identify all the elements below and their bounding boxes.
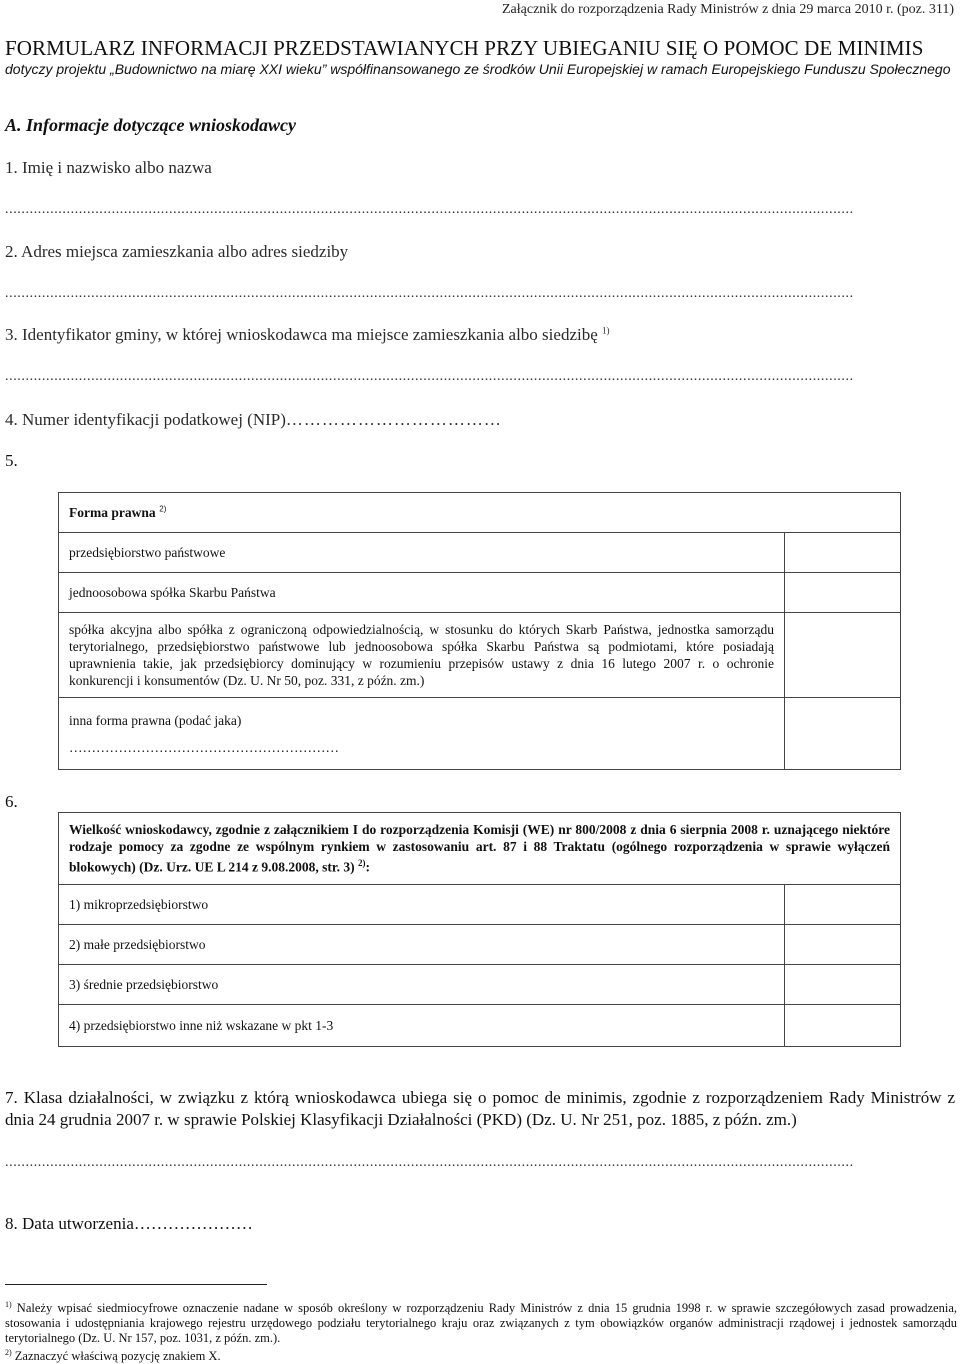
footnote-ref-1: 1) [602,325,610,336]
annex-note: Załącznik do rozporządzenia Rady Ministrów z dnia 29 marca 2010 r. (poz. 311) [502,2,954,17]
legal-form-checkbox-1[interactable] [785,533,901,573]
legal-form-table [58,492,901,770]
footnote-mark: 2) [5,1348,12,1357]
footnote-mark: 1) [5,1300,12,1309]
section-a-title: A. Informacje dotyczące wnioskodawcy [5,115,296,135]
size-table [58,812,901,1047]
footnote-text: Zaznaczyć właściwą pozycję znakiem X. [11,1349,221,1364]
footnote-divider [5,1284,267,1285]
size-option-1 [59,885,785,925]
field-2-input[interactable]: ............................................................................................................................................................................................................... [5,286,854,301]
field-1-input[interactable]: ............................................................................................................................................................................................................... [5,202,854,217]
field-1-label: 1. Imię i nazwisko albo nazwa [5,158,212,177]
field-8-row [5,1214,253,1234]
option-label: spółka akcyjna albo spółka z ograniczoną odpowiedzialnością, w stosunku do których Skarb Państwa, jednostka samorządu terytorialnego, przedsiębiorstwo państwowe lub jednoosobowa spółka Skarbu Państwa są podmiotami, które posiadają uprawnienia takie, jak przedsiębiorcy dominujący w rozumieniu przepisów ustawy z dnia 16 lutego 2007 r. o ochronie konkurencji i konsumentów (Dz. U. Nr 50, poz. 331, z późn. zm.) [69,622,774,688]
legal-form-checkbox-3[interactable] [785,613,901,698]
nip-input[interactable]: ……………………………… [285,410,502,429]
size-header-body: Wielkość wnioskodawcy, zgodnie z załącznikiem I do rozporządzenia Komisji (WE) nr 800/2008 z dnia 6 sierpnia 2008 r. uznającego niektóre rodzaje pomocy za zgodne ze wspólnym rynkiem w zastosowaniu art. 87 i 88 Traktatu (ogólnego rozporządzenia w sprawie wyłączeń blokowych) (Dz. Urz. UE L 214 z 9.08.2008, str. 3) [69,822,890,875]
form-title: FORMULARZ INFORMACJI PRZEDSTAWIANYCH PRZY UBIEGANIU SIĘ O POMOC DE MINIMIS [5,36,924,60]
field-2-label: 2. Adres miejsca zamieszkania albo adres siedziby [5,242,349,261]
other-label: inna forma prawna (podać jaka) [69,712,242,728]
size-option-2 [59,925,785,965]
option-label: 4) przedsiębiorstwo inne niż wskazane w pkt 1-3 [69,1018,334,1033]
size-header-text [69,821,890,876]
footnote-1 [5,1297,957,1346]
legal-form-option-2 [59,573,785,613]
size-option-3 [59,965,785,1005]
field-3-label-text: 3. Identyfikator gminy, w której wnioskodawca ma miejsce zamieszkania albo siedzibę [5,325,598,344]
creation-date-input[interactable]: ………………… [133,1214,253,1233]
size-header [59,813,901,885]
size-checkbox-3[interactable] [785,965,901,1005]
option-label: jednoosobowa spółka Skarbu Państwa [69,585,276,600]
field-3-label [5,325,610,345]
legal-form-option-1 [59,533,785,573]
footnote-2 [5,1345,957,1364]
field-8-label: 8. Data utworzenia [5,1214,134,1233]
option-label: 3) średnie przedsiębiorstwo [69,977,219,992]
legal-form-option-3 [59,613,785,698]
field-7-input[interactable]: ............................................................................................................................................................................................................... [5,1155,854,1170]
size-header-colon: : [365,859,370,875]
form-subtitle: dotyczy projektu „Budownictwo na miarę XXI wieku” współfinansowanego ze środków Unii Europejskiej w ramach Europejskiego Funduszu Społecznego [5,61,951,77]
footnote-ref-2: 2) [159,504,167,514]
field-4-row [5,410,502,430]
legal-form-checkbox-2[interactable] [785,573,901,613]
legal-form-checkbox-other[interactable] [785,698,901,770]
legal-form-header [59,493,901,533]
other-form-input[interactable]: …………………………………………………… [69,739,339,755]
size-checkbox-4[interactable] [785,1005,901,1047]
size-checkbox-1[interactable] [785,885,901,925]
option-label: przedsiębiorstwo państwowe [69,545,226,560]
field-3-input[interactable]: ............................................................................................................................................................................................................... [5,369,854,384]
legal-form-option-other [59,698,785,770]
field-4-label: 4. Numer identyfikacji podatkowej (NIP) [5,410,286,429]
field-6-label: 6. [5,792,18,811]
field-5-label: 5. [5,451,18,470]
size-checkbox-2[interactable] [785,925,901,965]
footnote-text: Należy wpisać siedmiocyfrowe oznaczenie nadane w sposób określony w rozporządzeniu Rady Ministrów z dnia 15 grudnia 1998 r. w sprawie szczegółowych zasad prowadzenia, stosowania i udostępniania krajowego rejestru urzędowego podziału terytorialnego kraju oraz związanych z tym obowiązków organów administracji rządowej i jednostek samorządu terytorialnego (Dz. U. Nr 157, poz. 1031, z późn. zm.). [5,1301,957,1346]
size-option-4 [59,1005,785,1047]
field-7-label: 7. Klasa działalności, w związku z którą wnioskodawca ubiega się o pomoc de minimis, zgodnie z rozporządzeniem Rady Ministrów z dnia 24 grudnia 2007 r. w sprawie Polskiej Klasyfikacji Działalności (PKD) (Dz. U. Nr 251, poz. 1885, z późn. zm.) [5,1088,955,1129]
footnote-ref-2: 2) [357,858,366,869]
option-label: 1) mikroprzedsiębiorstwo [69,897,209,912]
option-label: 2) małe przedsiębiorstwo [69,937,206,952]
legal-form-header-text: Forma prawna [69,505,156,520]
